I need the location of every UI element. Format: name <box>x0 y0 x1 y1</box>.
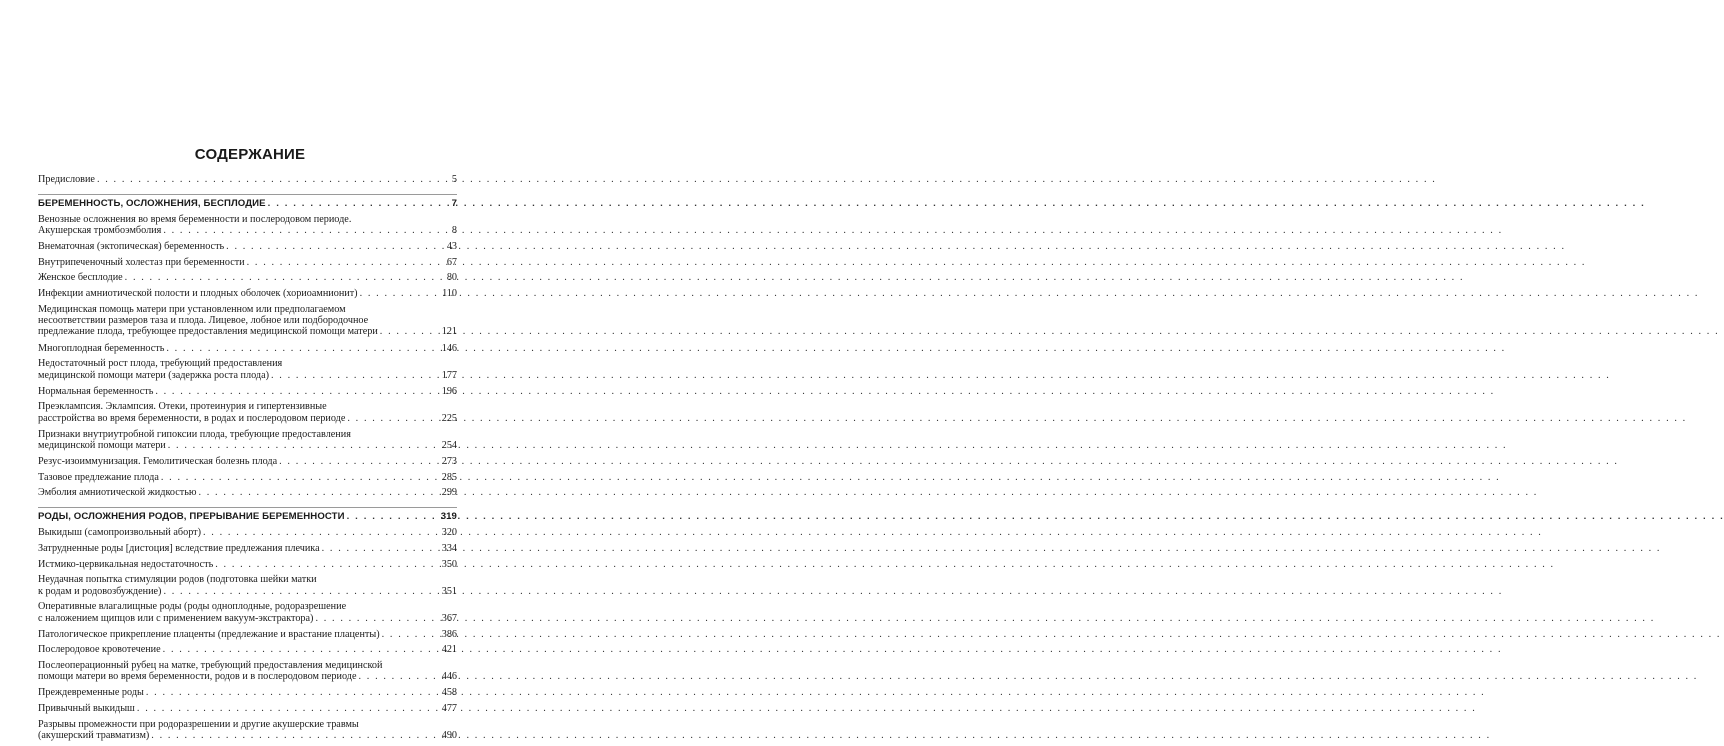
dot-leader <box>347 511 437 522</box>
toc-entry-text: Затрудненные роды [дистоция] вследствие предлежания плечика <box>38 542 320 554</box>
page-number: 299 <box>441 487 457 499</box>
dot-leader <box>168 440 437 451</box>
dot-leader <box>226 241 437 252</box>
toc-entry[interactable] <box>38 559 457 575</box>
toc-entry-text: несоответствии размеров таза и плода. Лицевое, лобное или подбородочное <box>38 315 369 327</box>
toc-entry-text: расстройства во время беременности, в родах и послеродовом периоде <box>38 412 346 424</box>
toc-entry-text: с наложением щипцов или с применением вакуум-экстрактора) <box>38 612 314 624</box>
page-number: 367 <box>441 612 457 624</box>
dot-leader <box>315 613 437 624</box>
toc-entry-text: Разрывы промежности при родоразрешении и другие акушерские травмы <box>38 719 359 731</box>
toc-entry[interactable] <box>38 543 457 559</box>
toc-entry[interactable] <box>38 719 457 746</box>
page-number: 110 <box>442 288 457 300</box>
dot-leader <box>163 586 437 597</box>
toc-entry[interactable] <box>38 401 457 428</box>
toc-entry-text: Преэклампсия. Эклампсия. Отеки, протеинурия и гипертензивные <box>38 401 327 413</box>
page-number: 7 <box>451 197 457 209</box>
page-number: 8 <box>451 224 457 236</box>
page-number: 334 <box>441 542 457 554</box>
page-number: 67 <box>446 256 457 268</box>
page-number: 273 <box>441 455 457 467</box>
toc-entry[interactable] <box>38 644 457 660</box>
dot-leader <box>151 730 437 741</box>
toc-entry-text: медицинской помощи матери (задержка роста плода) <box>38 369 269 381</box>
toc-entry-text: Патологическое прикрепление плаценты (предлежание и врастание плаценты) <box>38 628 380 640</box>
dot-leader <box>322 543 437 554</box>
page-number: 80 <box>446 272 457 284</box>
page-number: 177 <box>441 369 457 381</box>
toc-entry[interactable] <box>38 343 457 359</box>
toc-entry[interactable] <box>38 487 457 503</box>
toc-entry-text: Предисловие <box>38 174 95 185</box>
toc-entry[interactable] <box>38 174 457 190</box>
toc-entry-text: Оперативные влагалищные роды (роды одноплодные, родоразрешение <box>38 601 347 613</box>
dot-leader <box>203 527 437 538</box>
page-number: 225 <box>441 412 457 424</box>
dot-leader <box>166 343 437 354</box>
toc-entry-text: Нормальная беременность <box>38 385 154 397</box>
dot-leader <box>347 413 437 424</box>
toc-entry[interactable] <box>38 214 457 241</box>
page-number: 285 <box>441 471 457 483</box>
toc-entry-text: Внематочная (эктопическая) беременность <box>38 240 225 252</box>
toc-entry-text: БЕРЕМЕННОСТЬ, ОСЛОЖНЕНИЯ, БЕСПЛОДИЕ <box>38 197 266 209</box>
toc-section[interactable] <box>38 511 457 527</box>
page-number: 351 <box>441 585 457 597</box>
toc-entry[interactable] <box>38 257 457 273</box>
section-divider <box>38 507 457 508</box>
page-number: 386 <box>441 628 457 640</box>
toc-entry[interactable] <box>38 629 457 645</box>
toc-entry-text: (акушерский травматизм) <box>38 730 150 742</box>
page-number: 477 <box>441 703 457 715</box>
dot-leader <box>97 174 437 185</box>
toc-entry-text: Привычный выкидыш <box>38 703 135 715</box>
dot-leader <box>155 386 437 397</box>
toc-entry[interactable] <box>38 527 457 543</box>
page-number: 43 <box>446 240 457 252</box>
toc-entry-text: Женское бесплодие <box>38 272 123 284</box>
page-number: 421 <box>441 644 457 656</box>
page-number: 146 <box>441 342 457 354</box>
toc-entry-text: Признаки внутриутробной гипоксии плода, требующие предоставления <box>38 428 351 440</box>
page-number: 490 <box>441 730 457 742</box>
page-number: 350 <box>441 558 457 570</box>
toc-entry-text: Тазовое предлежание плода <box>38 471 159 483</box>
toc-entry[interactable] <box>38 660 457 687</box>
toc-entry-text: Послеоперационный рубец на матке, требующий предоставления медицинской <box>38 660 383 672</box>
dot-leader <box>360 288 437 299</box>
toc-entry-text: Неудачная попытка стимуляции родов (подготовка шейки матки <box>38 574 317 586</box>
toc-entry-text: Внутрипеченочный холестаз при беременности <box>38 256 245 268</box>
toc-entry-text: Преждевременные роды <box>38 687 144 699</box>
toc-entry[interactable] <box>38 703 457 719</box>
dot-leader <box>268 198 437 209</box>
section-divider <box>38 194 457 195</box>
toc-entry[interactable] <box>38 386 457 402</box>
toc-entry-text: Акушерская тромбоэмболия <box>38 224 162 236</box>
toc-entry-text: Выкидыш (самопроизвольный аборт) <box>38 526 202 538</box>
toc-entry-text: Медицинская помощь матери при установленном или предполагаемом <box>38 303 346 315</box>
toc-entry-text: Венозные осложнения во время беременности и послеродовом периоде. <box>38 213 352 225</box>
page-number: 446 <box>441 671 457 683</box>
toc-entry-text: Многоплодная беременность <box>38 342 165 354</box>
toc-entry[interactable] <box>38 687 457 703</box>
dot-leader <box>163 225 437 236</box>
toc-entry-text: Резус-изоиммунизация. Гемолитическая болезнь плода <box>38 455 278 467</box>
toc-entry-text: Недостаточный рост плода, требующий предоставления <box>38 358 283 370</box>
toc-entry-text: Послеродовое кровотечение <box>38 644 161 656</box>
toc-entry[interactable] <box>38 601 457 628</box>
dot-leader <box>163 644 437 655</box>
page-number: 196 <box>441 385 457 397</box>
toc-entry[interactable] <box>38 358 457 385</box>
toc-entry[interactable] <box>38 429 457 456</box>
page-number: 254 <box>441 439 457 451</box>
toc-entry[interactable] <box>38 574 457 601</box>
toc-entry-text: РОДЫ, ОСЛОЖНЕНИЯ РОДОВ, ПРЕРЫВАНИЕ БЕРЕМЕННОСТИ <box>38 511 345 523</box>
toc-section[interactable] <box>38 198 457 214</box>
page-number: 458 <box>441 687 457 699</box>
page-title: СОДЕРЖАНИЕ <box>194 146 306 163</box>
dot-leader <box>146 687 437 698</box>
dot-leader <box>161 472 437 483</box>
table-of-contents <box>38 174 457 746</box>
toc-entry[interactable] <box>38 288 457 304</box>
toc-entry-text: к родам и родовозбуждение) <box>38 585 162 597</box>
dot-leader <box>279 456 437 467</box>
page-number: 319 <box>440 511 457 523</box>
toc-entry[interactable] <box>38 272 457 288</box>
dot-leader <box>380 326 437 337</box>
page-number: 121 <box>441 326 457 338</box>
toc-entry[interactable] <box>38 304 457 343</box>
toc-entry-text: Истмико-цервикальная недостаточность <box>38 558 214 570</box>
toc-entry-text: медицинской помощи матери <box>38 439 166 451</box>
toc-entry[interactable] <box>38 241 457 257</box>
page-number: 5 <box>451 174 457 185</box>
toc-entry-text: Эмболия амниотической жидкостью <box>38 487 197 499</box>
dot-leader <box>215 559 437 570</box>
dot-leader <box>198 487 437 498</box>
toc-entry-text: Инфекции амниотической полости и плодных оболочек (хориоамнионит) <box>38 288 358 300</box>
dot-leader <box>247 257 437 268</box>
page-number: 320 <box>441 526 457 538</box>
toc-entry-text: помощи матери во время беременности, родов и в послеродовом периоде <box>38 671 357 683</box>
dot-leader <box>382 629 437 640</box>
toc-entry[interactable] <box>38 456 457 472</box>
dot-leader <box>359 671 438 682</box>
toc-entry[interactable] <box>38 472 457 488</box>
toc-entry-text: предлежание плода, требующее предоставления медицинской помощи матери <box>38 326 378 338</box>
dot-leader <box>271 370 437 381</box>
dot-leader <box>125 272 437 283</box>
dot-leader <box>137 703 437 714</box>
